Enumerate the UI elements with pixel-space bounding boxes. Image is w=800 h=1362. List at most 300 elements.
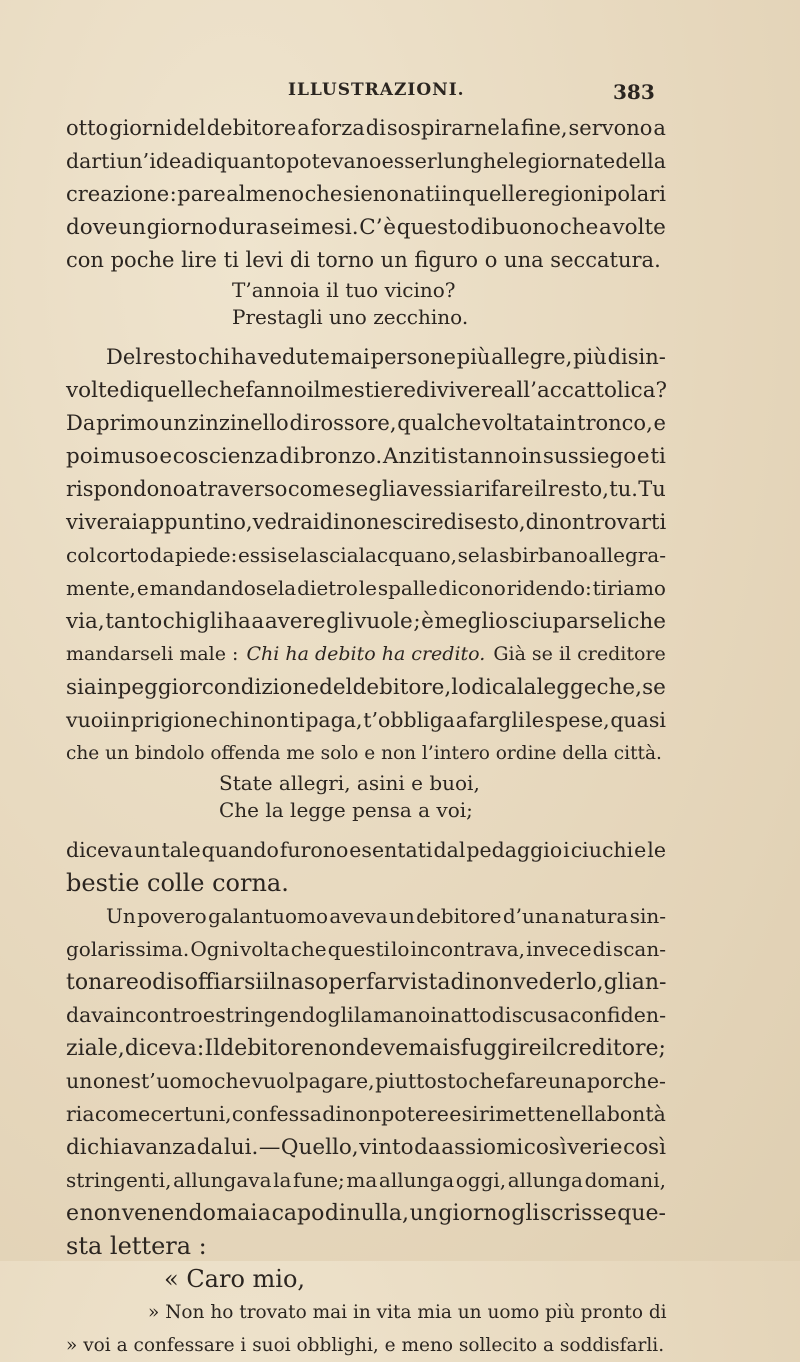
word: se: [457, 543, 480, 567]
word: tonare: [66, 970, 139, 995]
text-line: [66, 145, 666, 178]
word: sospirarne: [386, 116, 500, 140]
text-line: [66, 440, 666, 473]
text-line: [66, 211, 666, 244]
word: nulla,: [346, 1201, 410, 1226]
word: volte: [66, 378, 120, 403]
word: che: [206, 378, 246, 403]
word: la: [353, 1003, 373, 1027]
word: allegra-: [588, 543, 666, 567]
word: lunghe: [436, 149, 509, 173]
word: persone: [370, 345, 456, 369]
word: scusa: [511, 1003, 570, 1027]
word: di: [152, 970, 174, 995]
text-line: [66, 1098, 666, 1131]
word: in: [110, 708, 131, 732]
word: la: [516, 675, 537, 700]
word: far: [366, 970, 398, 995]
text-segment: Già se il creditore: [493, 643, 666, 665]
word: potevano: [286, 149, 382, 173]
word: che: [214, 1069, 251, 1093]
word: che: [468, 1069, 506, 1093]
verse-line: T’annoia il tuo vicino?: [232, 278, 456, 302]
word: confessa: [231, 1102, 322, 1126]
word: della: [615, 149, 666, 173]
word: Un: [106, 904, 136, 928]
word: e: [634, 838, 647, 862]
word: che: [290, 937, 327, 961]
word: giornate: [527, 149, 616, 173]
word: di: [322, 1102, 342, 1126]
word: la: [273, 1168, 292, 1192]
word: quasi: [610, 708, 666, 732]
word: un: [389, 904, 415, 928]
word: polari: [603, 182, 666, 206]
word: poi: [66, 444, 100, 469]
text-line: [66, 638, 666, 671]
word: scrisse: [539, 1201, 617, 1226]
word: e: [159, 444, 173, 469]
word: bronzo.: [300, 444, 383, 469]
word: gli: [326, 609, 354, 634]
word: non: [471, 970, 514, 995]
word: dove: [66, 215, 118, 240]
word: :: [169, 182, 177, 206]
word: voltata: [482, 411, 556, 435]
word: vedrai: [252, 510, 320, 534]
word: onest’: [92, 1069, 156, 1093]
word: chi: [87, 1135, 120, 1160]
word: giorni: [109, 116, 173, 140]
word: un: [134, 838, 161, 862]
word: almeno: [226, 182, 305, 206]
word: in: [555, 411, 577, 435]
word: di: [319, 510, 340, 534]
word: natura: [561, 904, 629, 928]
text-line: [66, 605, 666, 638]
word: di: [324, 1201, 346, 1226]
verse-line: Prestagli uno zecchino.: [232, 305, 469, 329]
word: a: [653, 116, 666, 140]
word: di: [525, 510, 546, 534]
word: Del: [106, 345, 142, 369]
word: in: [521, 444, 543, 469]
word: allunga: [378, 1168, 455, 1192]
word: dicono: [438, 576, 506, 600]
word: atto: [450, 1003, 492, 1027]
word: mente,: [66, 576, 136, 600]
text-line: [66, 178, 666, 211]
word: coscienza: [172, 444, 279, 469]
page-number: 383: [613, 80, 655, 104]
word: vederlo,: [513, 970, 604, 995]
text-line: [66, 572, 666, 605]
word: di: [66, 1135, 87, 1160]
text-line: [66, 834, 666, 867]
word: da: [196, 1135, 224, 1160]
text-segment: mandarseli male :: [66, 643, 239, 665]
word: le: [508, 149, 528, 173]
word: lo: [391, 937, 410, 961]
word: sbirbano: [499, 543, 588, 567]
word: che: [627, 609, 666, 634]
text-line: [66, 539, 666, 572]
word: pedaggio: [466, 838, 563, 862]
word: del: [173, 116, 206, 140]
word: stringenti,: [66, 1168, 172, 1192]
word: resto: [142, 345, 198, 369]
word: debitore: [416, 904, 502, 928]
word: rimette: [478, 1102, 556, 1126]
word: :: [196, 1036, 205, 1061]
word: ti: [289, 708, 305, 732]
word: come: [287, 477, 345, 501]
word: ma: [346, 1168, 378, 1192]
word: di: [470, 215, 491, 240]
word: avere: [264, 609, 326, 634]
word: que-: [617, 1201, 666, 1226]
word: dal: [433, 838, 466, 862]
word: chi: [197, 345, 230, 369]
word: ;: [413, 609, 421, 634]
word: tu.: [609, 477, 638, 501]
word: lo: [451, 675, 472, 700]
word: condizione: [201, 675, 320, 700]
word: se: [344, 477, 369, 501]
word: qualche: [397, 411, 482, 435]
word: o: [138, 970, 153, 995]
text-line: [66, 1032, 666, 1065]
italic-proverb: Chi ha debito ha credito.: [246, 643, 486, 665]
word: Il: [204, 1036, 221, 1061]
word: quelle: [462, 182, 528, 206]
word: ;: [658, 1036, 666, 1061]
word: dietro: [297, 576, 358, 600]
word: C’: [359, 215, 383, 240]
word: regioni: [527, 182, 604, 206]
word: in: [441, 182, 462, 206]
word: chi: [218, 708, 250, 732]
text-line: che un bindolo offenda me solo e non l’intero ordine della città.: [66, 743, 662, 764]
word: più: [456, 345, 491, 369]
word: un: [409, 1201, 438, 1226]
word: sin-: [629, 904, 666, 928]
text-line: [66, 1164, 666, 1197]
word: meglio: [434, 609, 509, 634]
word: a: [297, 116, 310, 140]
body-text: [66, 112, 666, 1362]
word: vuoi: [66, 708, 110, 732]
word: e: [449, 1102, 462, 1126]
word: e: [136, 576, 149, 600]
word: un: [66, 1069, 93, 1093]
word: le: [358, 576, 377, 600]
word: e: [636, 444, 650, 469]
word: tronco,: [577, 411, 653, 435]
word: mano: [372, 1003, 431, 1027]
word: avessi: [395, 477, 461, 501]
letter-line: » voi a confessare i suoi obblighi, e meno sollecito a soddisfarli.: [66, 1335, 665, 1356]
word: furono: [279, 838, 349, 862]
word: in: [430, 1003, 451, 1027]
word: le: [525, 708, 544, 732]
word: servono: [568, 116, 653, 140]
word: trovarti: [585, 510, 667, 534]
word: e: [653, 411, 666, 435]
word: di: [365, 116, 386, 140]
text-line: sta lettera :: [66, 1232, 207, 1260]
word: an-: [631, 970, 667, 995]
word: Tu: [638, 477, 666, 501]
text-line: bestie colle corna.: [66, 869, 289, 897]
word: uomo: [156, 1069, 214, 1093]
word: nella: [555, 1102, 607, 1126]
word: gli: [511, 1201, 540, 1226]
word: di: [279, 444, 300, 469]
word: diceva: [124, 1036, 197, 1061]
word: debitore: [220, 1036, 314, 1061]
text-line: [66, 1065, 666, 1098]
word: il: [306, 378, 321, 403]
word: capo: [271, 1201, 325, 1226]
word: volte: [612, 215, 666, 240]
word: più: [573, 345, 607, 369]
word: a: [257, 1201, 272, 1226]
word: resto,: [547, 477, 609, 501]
word: accattolica: [536, 378, 656, 403]
word: appuntino,: [138, 510, 253, 534]
text-line: [66, 341, 666, 374]
text-line: [66, 704, 666, 737]
word: che: [559, 215, 599, 240]
letter-line: » Non ho trovato mai in vita mia un uomo più pronto di: [148, 1302, 667, 1323]
word: diceva: [66, 838, 134, 862]
word: per: [328, 970, 366, 995]
word: di: [416, 378, 437, 403]
word: il: [262, 970, 277, 995]
text-line: [66, 671, 666, 704]
word: potere: [381, 1102, 449, 1126]
word: sesto,: [463, 510, 526, 534]
word: la: [299, 543, 319, 567]
word: di: [491, 1003, 512, 1027]
word: avanza: [120, 1135, 197, 1160]
word: i: [563, 838, 570, 862]
word: un’: [116, 149, 150, 173]
word: ha: [230, 345, 257, 369]
word: paga,: [305, 708, 363, 732]
text-line: [66, 900, 666, 933]
word: viverai: [66, 510, 139, 534]
word: se: [642, 675, 666, 700]
word: sei: [269, 215, 301, 240]
word: tale: [161, 838, 201, 862]
word: giorno: [438, 1201, 511, 1226]
word: ti: [431, 444, 447, 469]
word: incontro: [115, 1003, 203, 1027]
word: domani,: [584, 1168, 666, 1192]
word: questo: [396, 215, 470, 240]
verse-line: State allegri, asini e buoi,: [219, 771, 480, 795]
word: allegre,: [491, 345, 573, 369]
word: non: [545, 510, 586, 534]
word: di: [443, 510, 464, 534]
word: di: [119, 378, 140, 403]
word: venendo: [121, 1201, 216, 1226]
word: non: [339, 510, 380, 534]
word: ha: [224, 609, 251, 634]
word: spese,: [544, 708, 610, 732]
word: bontà: [606, 1102, 666, 1126]
word: sia: [66, 675, 97, 700]
word: dava: [66, 1003, 116, 1027]
word: creditore: [555, 1036, 659, 1061]
word: tanto: [105, 609, 163, 634]
word: quando: [201, 838, 279, 862]
word: naso: [276, 970, 329, 995]
word: fargli: [468, 708, 525, 732]
word: escire: [379, 510, 444, 534]
word: non: [250, 708, 290, 732]
word: galantuomo: [208, 904, 328, 928]
word: giorno: [146, 215, 218, 240]
text-line: [66, 1197, 666, 1230]
word: golarissima.: [66, 937, 190, 961]
word: vedute: [257, 345, 330, 369]
word: sciuparseli: [508, 609, 627, 634]
word: vivere: [436, 378, 504, 403]
word: assiomi: [441, 1135, 524, 1160]
word: buono: [491, 215, 560, 240]
word: non: [79, 1201, 122, 1226]
word: legge: [536, 675, 597, 700]
word: essi: [237, 543, 277, 567]
word: Ogni: [190, 937, 239, 961]
word: il: [534, 477, 548, 501]
word: è: [383, 215, 396, 240]
text-line: con poche lire ti levi di torno un figuro o una seccatura.: [66, 248, 661, 272]
word: allungava: [173, 1168, 272, 1192]
word: certuni,: [150, 1102, 232, 1126]
word: lui.: [223, 1135, 259, 1160]
word: non: [342, 1102, 381, 1126]
word: volta: [239, 937, 290, 961]
word: veri: [567, 1135, 610, 1160]
word: sieno: [342, 182, 399, 206]
word: mesi.: [300, 215, 359, 240]
word: come: [94, 1102, 151, 1126]
text-line: [66, 1131, 666, 1164]
text-line: [66, 374, 666, 407]
word: prigione: [130, 708, 218, 732]
word: è: [421, 609, 434, 634]
word: creazione: [66, 182, 170, 206]
text-line: [66, 473, 666, 506]
word: ziale,: [66, 1036, 125, 1061]
word: povero: [137, 904, 207, 928]
word: quanto: [213, 149, 286, 173]
word: di: [289, 411, 310, 435]
word: darti: [66, 149, 116, 173]
word: aveva: [329, 904, 388, 928]
word: in: [96, 675, 118, 700]
word: Da: [66, 411, 96, 435]
word: scan-: [612, 937, 666, 961]
word: rifare: [474, 477, 534, 501]
word: disin-: [607, 345, 666, 369]
word: si: [461, 1102, 479, 1126]
word: una: [547, 1069, 587, 1093]
word: deve: [355, 1036, 409, 1061]
word: mai: [330, 345, 370, 369]
word: fare: [505, 1069, 548, 1093]
word: la: [500, 116, 520, 140]
word: del: [319, 675, 353, 700]
word: idea: [149, 149, 194, 173]
word: all’: [503, 378, 537, 403]
word: di: [450, 970, 472, 995]
text-line: [66, 407, 666, 440]
word: incontrava,: [410, 937, 526, 961]
word: d’una: [502, 904, 560, 928]
word: da: [149, 543, 175, 567]
word: invece: [526, 937, 592, 961]
word: un: [159, 411, 187, 435]
word: quelle: [139, 378, 207, 403]
word: vinto: [359, 1135, 414, 1160]
text-line: [66, 933, 666, 966]
word: a: [251, 609, 265, 634]
word: muso: [100, 444, 159, 469]
word: mestiere: [320, 378, 416, 403]
word: mai: [408, 1036, 450, 1061]
word: fune;: [293, 1168, 345, 1192]
word: sussiego: [542, 444, 637, 469]
word: pagare,: [295, 1069, 375, 1093]
word: soffiarsi: [173, 970, 263, 995]
word: porche-: [586, 1069, 666, 1093]
word: gli: [603, 970, 632, 995]
word: ti: [650, 444, 666, 469]
running-header: [0, 80, 800, 110]
word: rispondono: [66, 477, 186, 501]
word: Quello,: [280, 1135, 359, 1160]
word: esentati: [349, 838, 433, 862]
word: le: [647, 838, 666, 862]
word: vuole: [354, 609, 413, 634]
word: e: [202, 1003, 215, 1027]
word: traverso: [198, 477, 288, 501]
word: il: [541, 1036, 556, 1061]
word: scialacquano,: [318, 543, 458, 567]
word: da: [414, 1135, 441, 1160]
word: dica: [471, 675, 517, 700]
word: primo: [96, 411, 159, 435]
word: col: [66, 543, 96, 567]
word: gli: [368, 477, 396, 501]
word: confiden-: [569, 1003, 666, 1027]
word: se: [277, 543, 300, 567]
word: così: [523, 1135, 567, 1160]
word: ?: [655, 378, 668, 403]
word: di: [193, 149, 214, 173]
word: chi: [162, 609, 196, 634]
word: gli: [196, 609, 224, 634]
word: spalle: [377, 576, 438, 600]
word: pare: [177, 182, 226, 206]
word: corto: [96, 543, 150, 567]
word: e: [609, 1135, 623, 1160]
